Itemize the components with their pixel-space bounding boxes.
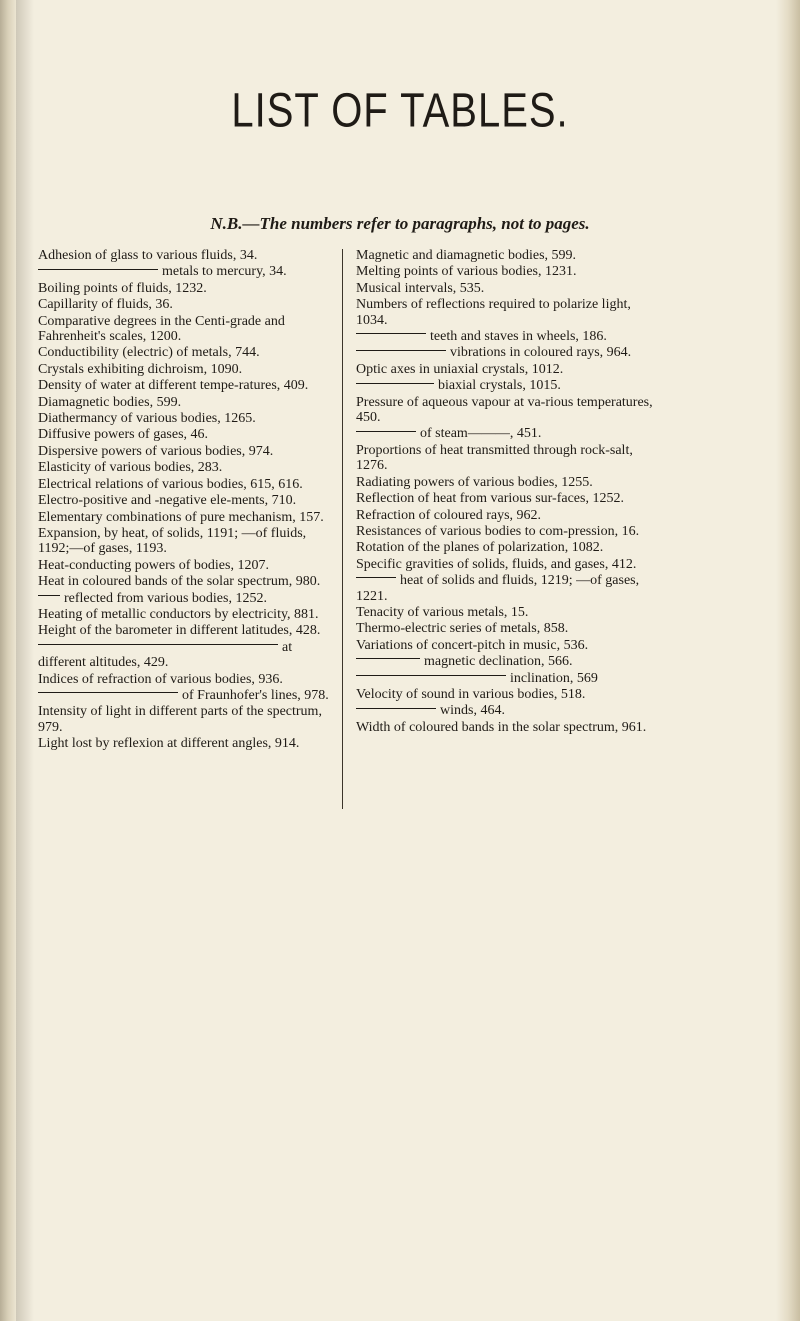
- page-title: LIST OF TABLES.: [231, 84, 569, 138]
- table-entry: [356, 524, 664, 539]
- table-entry: [38, 297, 338, 312]
- entry-text: Indices of refraction of various bodies, 936.: [38, 671, 283, 687]
- table-entry: [38, 558, 338, 573]
- entry-text: Variations of concert-pitch in music, 536.: [356, 637, 589, 653]
- ditto-rule: [38, 644, 278, 645]
- entry-text: of steam———, 451.: [356, 426, 664, 441]
- table-entry: [38, 444, 338, 459]
- ditto-rule: [38, 269, 158, 270]
- table-entry: [356, 395, 664, 426]
- entry-text: vibrations in coloured rays, 964.: [356, 345, 664, 360]
- table-entry: [356, 687, 664, 702]
- table-entry: [356, 508, 664, 523]
- entry-text: Electrical relations of various bodies, 615, 616.: [38, 476, 303, 492]
- table-entry: [38, 378, 338, 393]
- table-entry: [38, 607, 338, 622]
- binding-shadow: [16, 0, 34, 1321]
- entry-text: Electro-positive and -negative ele-ments, 710.: [38, 493, 297, 509]
- entry-text: Melting points of various bodies, 1231.: [356, 264, 577, 280]
- table-entry: [356, 540, 664, 555]
- table-entry: [356, 671, 664, 686]
- table-entry: [356, 638, 664, 653]
- entry-text: Proportions of heat transmitted through rock-salt, 1276.: [356, 442, 633, 474]
- ditto-rule: [356, 431, 416, 432]
- entry-text: metals to mercury, 34.: [38, 264, 338, 279]
- table-entry: [38, 640, 338, 671]
- table-entry: [356, 557, 664, 572]
- table-entry: [356, 426, 664, 441]
- table-entry: [38, 493, 338, 508]
- table-entry: [356, 362, 664, 377]
- entry-text: at different altitudes, 429.: [38, 639, 293, 671]
- ditto-rule: [356, 658, 420, 659]
- table-entry: [356, 491, 664, 506]
- table-entry: [38, 477, 338, 492]
- entry-text: Musical intervals, 535.: [356, 280, 485, 296]
- table-entry: [356, 264, 664, 279]
- entry-text: Heating of metallic conductors by electricity, 881.: [38, 606, 319, 622]
- note-line: [0, 214, 800, 234]
- right-column: [356, 248, 664, 736]
- table-entry: [356, 654, 664, 669]
- entry-text: Comparative degrees in the Centi-grade and Fahrenheit's scales, 1200.: [38, 313, 285, 345]
- table-entry: [38, 411, 338, 426]
- table-entry: [38, 264, 338, 279]
- entry-text: Conductibility (electric) of metals, 744.: [38, 345, 260, 361]
- entry-text: Light lost by reflexion at different angles, 914.: [38, 736, 300, 752]
- note-text: The numbers refer to paragraphs, not to pages.: [259, 214, 590, 233]
- table-entry: [38, 427, 338, 442]
- table-entry: [38, 510, 338, 525]
- entry-text: Expansion, by heat, of solids, 1191; —of fluids, 1192;—of gases, 1193.: [38, 525, 307, 557]
- entry-text: magnetic declination, 566.: [356, 654, 664, 669]
- entry-text: Reflection of heat from various sur-faces, 1252.: [356, 491, 624, 507]
- table-entry: [356, 281, 664, 296]
- entry-text: Height of the barometer in different latitudes, 428.: [38, 623, 321, 639]
- table-entry: [356, 475, 664, 490]
- table-entry: [38, 736, 338, 751]
- table-entry: [38, 362, 338, 377]
- ditto-rule: [38, 692, 178, 693]
- table-entry: [38, 395, 338, 410]
- entry-text: Density of water at different tempe-ratures, 409.: [38, 378, 309, 394]
- entry-text: biaxial crystals, 1015.: [356, 378, 664, 393]
- table-entry: [356, 720, 664, 735]
- entry-text: Refraction of coloured rays, 962.: [356, 507, 542, 523]
- table-entry: [356, 443, 664, 474]
- table-entry: [356, 573, 664, 604]
- table-entry: [38, 591, 338, 606]
- table-entry: [38, 704, 338, 735]
- entry-text: teeth and staves in wheels, 186.: [356, 329, 664, 344]
- column-divider: [342, 249, 343, 809]
- entry-text: Resistances of various bodies to com-pression, 16.: [356, 523, 640, 539]
- entry-text: Width of coloured bands in the solar spectrum, 961.: [356, 719, 647, 735]
- entry-text: Pressure of aqueous vapour at va-rious temperatures, 450.: [356, 394, 653, 426]
- note-label: N.B.—: [210, 214, 260, 233]
- ditto-rule: [38, 595, 60, 596]
- entry-text: inclination, 569: [356, 671, 664, 686]
- entry-text: heat of solids and fluids, 1219; —of gases, 1221.: [356, 573, 640, 604]
- ditto-rule: [356, 333, 426, 334]
- entry-text: winds, 464.: [356, 703, 664, 718]
- entry-text: Thermo-electric series of metals, 858.: [356, 621, 569, 637]
- ditto-rule: [356, 708, 436, 709]
- entry-text: Magnetic and diamagnetic bodies, 599.: [356, 248, 577, 263]
- entry-text: Elasticity of various bodies, 283.: [38, 460, 223, 476]
- entry-text: Diamagnetic bodies, 599.: [38, 394, 182, 410]
- entry-text: Radiating powers of various bodies, 1255.: [356, 474, 593, 490]
- entry-text: Heat-conducting powers of bodies, 1207.: [38, 557, 269, 573]
- entry-text: Adhesion of glass to various fluids, 34.: [38, 248, 258, 263]
- entry-text: Velocity of sound in various bodies, 518.: [356, 686, 586, 702]
- table-entry: [38, 281, 338, 296]
- entry-text: Boiling points of fluids, 1232.: [38, 280, 207, 296]
- table-entry: [38, 688, 338, 703]
- entry-text: Diathermancy of various bodies, 1265.: [38, 411, 256, 427]
- table-entry: [38, 623, 338, 638]
- entry-text: of Fraunhofer's lines, 978.: [38, 688, 338, 703]
- ditto-rule: [356, 577, 396, 578]
- ditto-rule: [356, 675, 506, 676]
- table-entry: [38, 672, 338, 687]
- table-entry: [356, 345, 664, 360]
- entry-text: Crystals exhibiting dichroism, 1090.: [38, 361, 243, 377]
- entry-text: Diffusive powers of gases, 46.: [38, 427, 209, 443]
- table-entry: [356, 248, 664, 263]
- ditto-rule: [356, 383, 434, 384]
- table-entry: [356, 605, 664, 620]
- table-entry: [38, 460, 338, 475]
- entry-text: Numbers of reflections required to polarize light, 1034.: [356, 297, 631, 328]
- entry-text: Tenacity of various metals, 15.: [356, 604, 529, 620]
- table-entry: [356, 297, 664, 328]
- ditto-rule: [356, 350, 446, 351]
- table-entry: [38, 314, 338, 345]
- entry-text: Capillarity of fluids, 36.: [38, 297, 173, 313]
- table-entry: [38, 574, 338, 589]
- table-entry: [356, 703, 664, 718]
- entry-text: Rotation of the planes of polarization, 1082.: [356, 540, 604, 556]
- entry-text: Specific gravities of solids, fluids, and gases, 412.: [356, 556, 637, 572]
- entry-text: Heat in coloured bands of the solar spectrum, 980.: [38, 574, 321, 590]
- table-entry: [356, 329, 664, 344]
- table-entry: [356, 378, 664, 393]
- scan-edge-right: [776, 0, 800, 1321]
- entry-text: reflected from various bodies, 1252.: [38, 591, 338, 606]
- scan-edge-left: [0, 0, 16, 1321]
- entry-text: Dispersive powers of various bodies, 974.: [38, 443, 274, 459]
- table-entry: [38, 248, 338, 263]
- left-column: [38, 248, 338, 753]
- table-entry: [38, 526, 338, 557]
- table-entry: [356, 621, 664, 636]
- table-entry: [38, 345, 338, 360]
- entry-text: Intensity of light in different parts of the spectrum, 979.: [38, 704, 322, 735]
- entry-text: Optic axes in uniaxial crystals, 1012.: [356, 361, 564, 377]
- entry-text: Elementary combinations of pure mechanism, 157.: [38, 509, 324, 525]
